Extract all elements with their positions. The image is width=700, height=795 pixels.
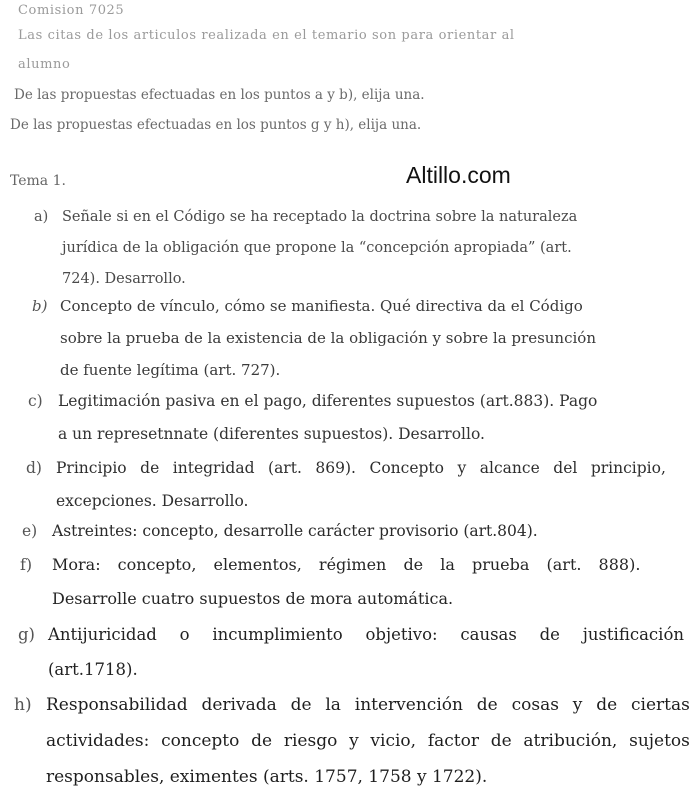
- item-line: a un represetnnate (diferentes supuestos). Desarrollo.: [58, 425, 485, 443]
- item-line: Astreintes: concepto, desarrolle carácter provisorio (art.804).: [52, 522, 538, 540]
- tema-title: Tema 1.: [10, 173, 66, 189]
- item-line: de fuente legítima (art. 727).: [60, 361, 281, 379]
- item-marker: f): [20, 555, 33, 574]
- item-line: Mora: concepto, elementos, régimen de la prueba (art. 888).: [52, 555, 641, 574]
- item-line: 724). Desarrollo.: [62, 271, 186, 287]
- instruction-gh: De las propuestas efectuadas en los puntos g y h), elija una.: [10, 117, 422, 133]
- item-marker: a): [34, 209, 49, 225]
- item-line: (art.1718).: [48, 660, 138, 679]
- item-marker: h): [14, 695, 32, 715]
- item-line: excepciones. Desarrollo.: [56, 492, 249, 510]
- item-marker: e): [22, 522, 38, 540]
- item-line: responsables, eximentes (arts. 1757, 1758 y 1722).: [46, 767, 488, 787]
- item-line: Desarrolle cuatro supuestos de mora automática.: [52, 589, 454, 608]
- item-marker: g): [18, 625, 35, 644]
- item-line: Concepto de vínculo, cómo se manifiesta. Qué directiva da el Código: [60, 297, 583, 315]
- item-line: jurídica de la obligación que propone la “concepción apropiada” (art.: [62, 240, 572, 256]
- note-line-2: alumno: [18, 57, 71, 72]
- commission-line: Comision 7025: [18, 3, 125, 18]
- note-line-1: Las citas de los articulos realizada en el temario son para orientar al: [18, 28, 515, 43]
- instruction-ab: De las propuestas efectuadas en los puntos a y b), elija una.: [14, 87, 425, 103]
- item-line: Responsabilidad derivada de la intervención de cosas y de ciertas: [46, 695, 690, 715]
- item-line: Antijuricidad o incumplimiento objetivo: causas de justificación: [48, 625, 684, 644]
- item-line: Principio de integridad (art. 869). Concepto y alcance del principio,: [56, 459, 666, 477]
- item-marker: b): [32, 297, 48, 315]
- item-line: sobre la prueba de la existencia de la obligación y sobre la presunción: [60, 329, 596, 347]
- item-marker: d): [26, 459, 42, 477]
- item-line: Señale si en el Código se ha receptado la doctrina sobre la naturaleza: [62, 209, 578, 225]
- item-marker: c): [28, 392, 43, 410]
- watermark-logo: Altillo.com: [406, 162, 511, 188]
- item-line: Legitimación pasiva en el pago, diferentes supuestos (art.883). Pago: [58, 392, 598, 410]
- item-line: actividades: concepto de riesgo y vicio, factor de atribución, sujetos: [46, 731, 690, 751]
